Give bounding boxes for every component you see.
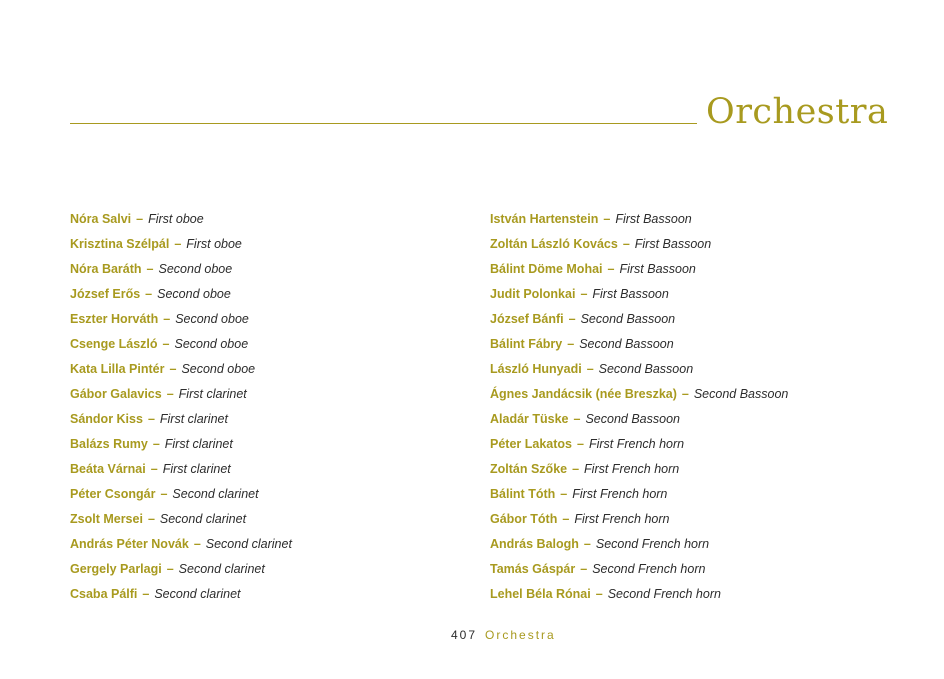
entry-separator: – — [595, 587, 603, 601]
musician-role: Second French horn — [607, 587, 721, 601]
entry-separator: – — [622, 237, 630, 251]
musician-name: Péter Lakatos — [490, 437, 572, 451]
entry-separator: – — [681, 387, 689, 401]
musician-entry — [70, 409, 292, 434]
musician-entry — [490, 509, 788, 534]
musician-name: Ágnes Jandácsik (née Breszka) — [490, 387, 677, 401]
musician-name: Judit Polonkai — [490, 287, 576, 301]
musician-name: Aladár Tüske — [490, 412, 569, 426]
entry-separator: – — [174, 237, 182, 251]
entry-separator: – — [562, 512, 570, 526]
musician-entry — [490, 484, 788, 509]
musician-name: Gergely Parlagi — [70, 562, 162, 576]
musician-name: Zoltán László Kovács — [490, 237, 618, 251]
musician-role: First Bassoon — [615, 212, 692, 226]
musician-name: Csaba Pálfi — [70, 587, 138, 601]
entry-separator: – — [169, 362, 177, 376]
musician-entry — [70, 509, 292, 534]
right-column-list — [490, 209, 788, 609]
musician-entry — [70, 309, 292, 334]
page-number: 407 — [451, 628, 478, 642]
musician-name: József Erős — [70, 287, 141, 301]
musician-name: Csenge László — [70, 337, 158, 351]
entry-separator: – — [150, 462, 158, 476]
musician-name: Zoltán Szőke — [490, 462, 568, 476]
musician-entry — [70, 584, 292, 609]
musician-name: Beáta Várnai — [70, 462, 146, 476]
musician-role: Second Bassoon — [585, 412, 680, 426]
musician-role: First oboe — [148, 212, 204, 226]
musician-role: First French horn — [588, 437, 685, 451]
musician-entry — [70, 559, 292, 584]
entry-separator: – — [163, 312, 171, 326]
musician-name: Nóra Baráth — [70, 262, 142, 276]
entry-separator: – — [160, 487, 168, 501]
musician-name: Nóra Salvi — [70, 212, 132, 226]
entry-separator: – — [147, 512, 155, 526]
entry-separator: – — [576, 437, 584, 451]
entry-separator: – — [567, 337, 575, 351]
musician-role: First clarinet — [159, 412, 228, 426]
musician-role: First Bassoon — [592, 287, 669, 301]
musician-role: Second clarinet — [159, 512, 247, 526]
musician-role: First Bassoon — [634, 237, 712, 251]
musician-name: Krisztina Szélpál — [70, 237, 170, 251]
musician-role: Second French horn — [592, 562, 706, 576]
musician-entry — [490, 334, 788, 359]
musician-role: Second Bassoon — [693, 387, 789, 401]
musician-role: First clarinet — [178, 387, 247, 401]
musician-role: Second oboe — [158, 262, 233, 276]
musician-name: Balázs Rumy — [70, 437, 148, 451]
musician-entry — [70, 459, 292, 484]
musician-role: First clarinet — [162, 462, 231, 476]
musician-entry — [490, 359, 788, 384]
musician-role: Second Bassoon — [580, 312, 676, 326]
musician-entry — [70, 359, 292, 384]
musician-name: Kata Lilla Pintér — [70, 362, 165, 376]
musician-entry — [490, 259, 788, 284]
musician-name: Gábor Galavics — [70, 387, 162, 401]
entry-separator: – — [583, 537, 591, 551]
entry-separator: – — [603, 212, 611, 226]
musician-entry — [490, 584, 788, 609]
entry-separator: – — [573, 412, 581, 426]
musician-entry — [70, 209, 292, 234]
entry-separator: – — [166, 387, 174, 401]
entry-separator: – — [136, 212, 144, 226]
musician-entry — [490, 409, 788, 434]
musician-entry — [70, 384, 292, 409]
musician-entry — [70, 484, 292, 509]
musician-role: Second French horn — [595, 537, 710, 551]
musician-role: Second oboe — [174, 337, 249, 351]
musician-role: First French horn — [584, 462, 680, 476]
musician-entry — [490, 434, 788, 459]
musician-name: Bálint Fábry — [490, 337, 563, 351]
entry-separator: – — [166, 562, 174, 576]
musician-role: First Bassoon — [619, 262, 696, 276]
header-rule — [70, 123, 697, 124]
entry-separator: – — [572, 462, 580, 476]
entry-separator: – — [147, 412, 155, 426]
musician-name: Zsolt Mersei — [70, 512, 143, 526]
musician-role: Second oboe — [157, 287, 231, 301]
musician-role: Second oboe — [175, 312, 249, 326]
musician-entry — [490, 384, 788, 409]
entry-separator: – — [162, 337, 170, 351]
entry-separator: – — [607, 262, 615, 276]
entry-separator: – — [142, 587, 150, 601]
musician-entry — [490, 459, 788, 484]
musician-name: István Hartenstein — [490, 212, 599, 226]
entry-separator: – — [152, 437, 160, 451]
musician-role: Second Bassoon — [598, 362, 694, 376]
musician-name: Bálint Döme Mohai — [490, 262, 603, 276]
musician-role: First clarinet — [164, 437, 233, 451]
musician-name: Lehel Béla Rónai — [490, 587, 591, 601]
musician-role: Second clarinet — [154, 587, 241, 601]
musician-role: Second clarinet — [178, 562, 265, 576]
musician-entry — [70, 234, 292, 259]
footer-section-label: Orchestra — [485, 628, 556, 642]
musician-name: Gábor Tóth — [490, 512, 558, 526]
musician-role: Second oboe — [181, 362, 256, 376]
musician-entry — [70, 259, 292, 284]
musician-name: József Bánfi — [490, 312, 564, 326]
musician-role: Second clarinet — [205, 537, 292, 551]
musician-role: Second Bassoon — [579, 337, 674, 351]
musician-entry — [70, 284, 292, 309]
page-footer — [451, 626, 556, 644]
musician-entry — [490, 534, 788, 559]
musician-role: First oboe — [186, 237, 242, 251]
musician-name: László Hunyadi — [490, 362, 582, 376]
musician-entry — [70, 334, 292, 359]
entry-separator: – — [145, 287, 153, 301]
musician-entry — [490, 234, 788, 259]
musician-name: Tamás Gáspár — [490, 562, 576, 576]
musician-entry — [490, 309, 788, 334]
musician-role: First French horn — [574, 512, 670, 526]
musician-name: Eszter Horváth — [70, 312, 159, 326]
musician-name: Sándor Kiss — [70, 412, 143, 426]
musician-name: András Péter Novák — [70, 537, 189, 551]
musician-name: Péter Csongár — [70, 487, 156, 501]
musician-entry — [70, 434, 292, 459]
musician-name: Bálint Tóth — [490, 487, 556, 501]
musician-entry — [490, 209, 788, 234]
left-column-list — [70, 209, 292, 609]
musician-name: András Balogh — [490, 537, 579, 551]
musician-role: Second clarinet — [172, 487, 259, 501]
page-title: Orchestra — [706, 92, 889, 132]
musician-entry — [490, 284, 788, 309]
entry-separator: – — [193, 537, 201, 551]
entry-separator: – — [146, 262, 154, 276]
entry-separator: – — [580, 287, 588, 301]
entry-separator: – — [568, 312, 576, 326]
entry-separator: – — [586, 362, 594, 376]
entry-separator: – — [580, 562, 588, 576]
entry-separator: – — [560, 487, 568, 501]
musician-entry — [70, 534, 292, 559]
musician-role: First French horn — [572, 487, 668, 501]
musician-entry — [490, 559, 788, 584]
